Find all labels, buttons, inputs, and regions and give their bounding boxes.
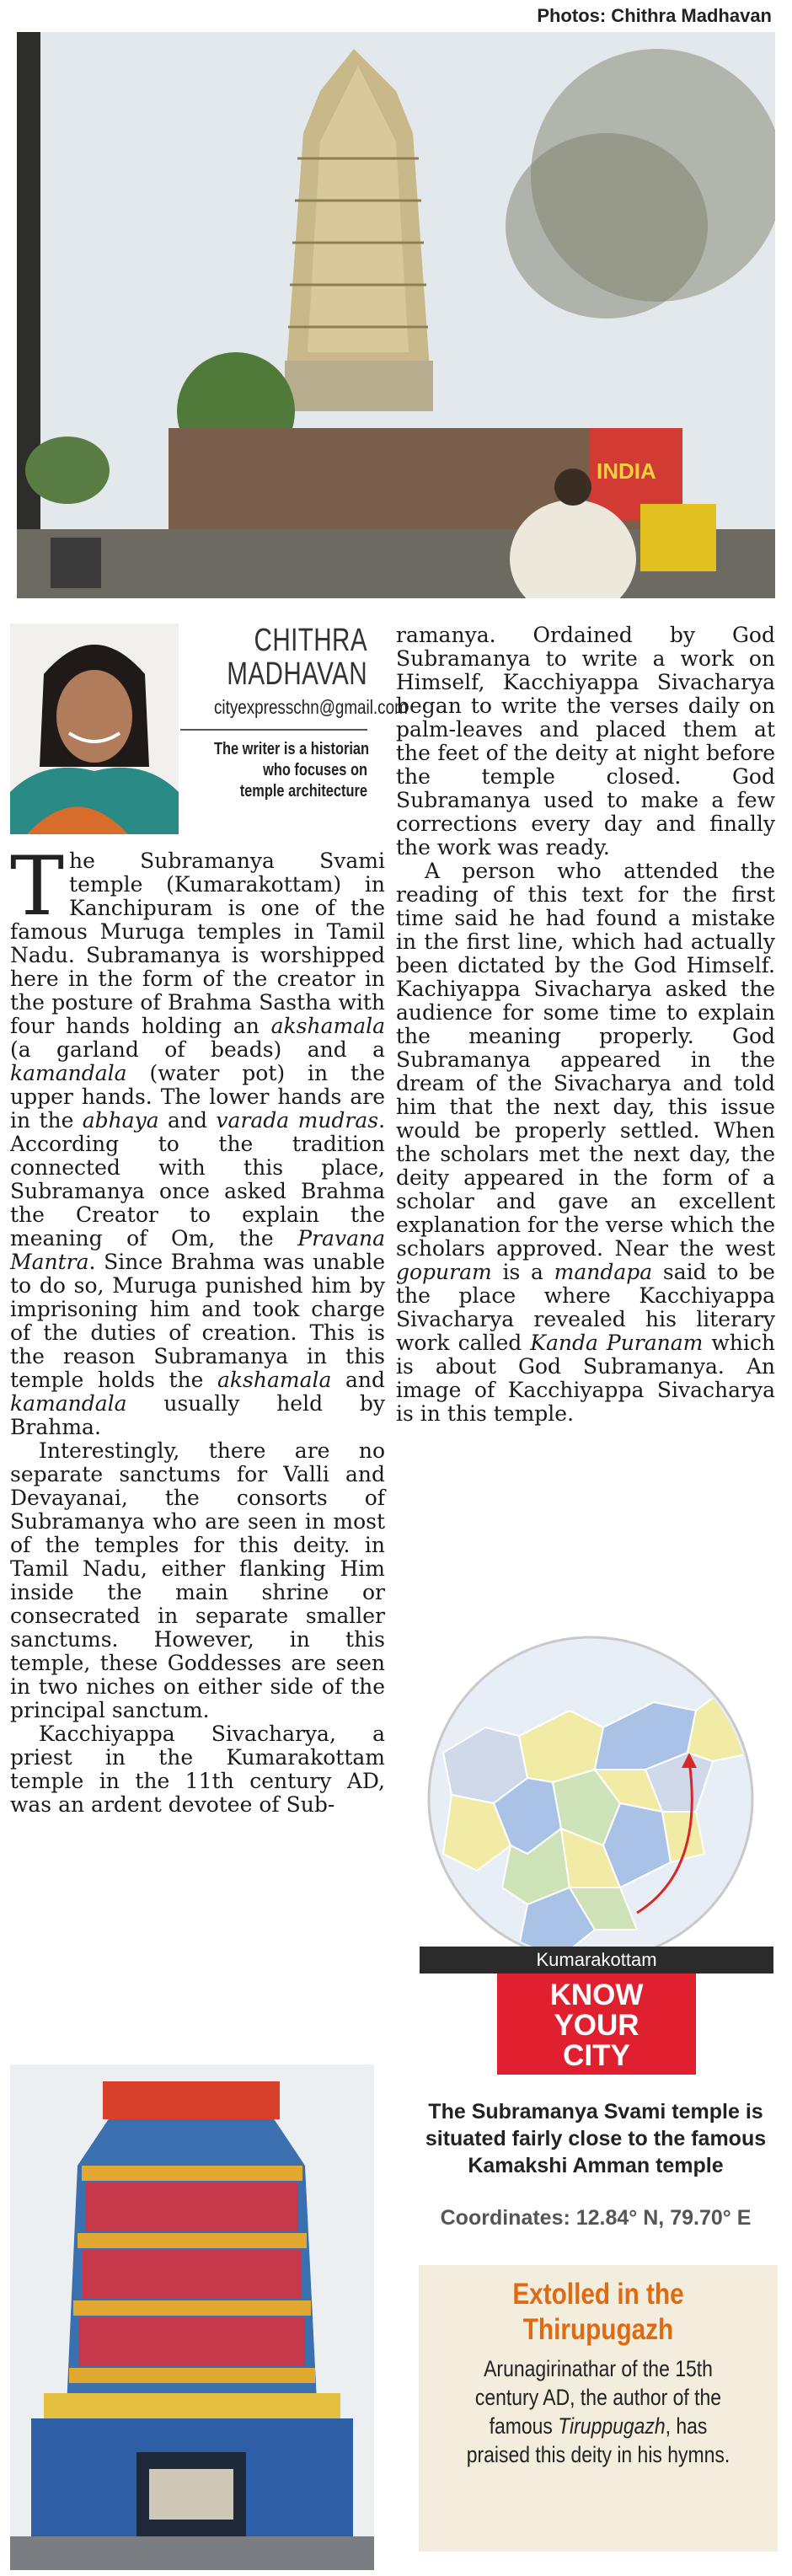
tamil-nadu-map [426,1635,755,1963]
text-run: is a [491,1260,554,1284]
italic-term: abhaya [82,1108,159,1133]
temple-tower-illustration [17,32,775,598]
article-column-1 [10,839,386,1817]
map-caption [399,2098,792,2179]
author-email[interactable]: cityexpresschn@gmail.com [213,696,408,718]
sidebar-title-line2: Thirupugazh [522,2313,674,2346]
sidebar-box [419,2265,778,2552]
author-bio-line2: who focuses on [263,761,367,779]
author-photo [10,624,179,834]
sidebar-title-line1: Extolled in the [512,2278,684,2311]
italic-term: Kanda Puranam [530,1331,704,1355]
italic-term: mandapa [554,1260,653,1284]
italic-term: kamandala [10,1391,127,1416]
kyc-line: CITY [563,2039,630,2072]
drop-cap: T [10,839,65,934]
italic-term: kamandala [10,1061,127,1085]
text-run: which is about God Subramanya. An image of Kacchiyappa Sivacharya is in this temple. [396,1331,776,1426]
gopuram-illustration [10,2065,374,2570]
italic-term: akshamala [270,1014,385,1038]
article-paragraph [10,839,386,1439]
text-run: and [331,1368,385,1392]
sidebar-body [460,2354,736,2469]
coordinates: Coordinates: 12.84° N, 79.70° E [440,2206,752,2230]
article-paragraph: ramanya. Ordained by God Subramanya to write a work on Himself, Kacchiyappa Sivacharya began to write the verses daily on palm-leaves and placed them at the feet of the deity at night before the temple closed. God Subramanya used to make a few corrections every day and finally the work was ready. [396,623,775,860]
author-bio-line3: temple architecture [239,782,367,801]
byline-divider [180,729,367,731]
text-run: and [158,1108,217,1133]
author-byline [180,623,408,802]
text-run: A person who attended the reading of this text for the first time said he had found a mistake in the first line, which had actually been dictated by the God Himself. Kachiyappa Sivacharya asked the audience for some time to explain the meaning properly. God Subramanya appeared in the dream of the Sivacharya and told him that the next day, this issue would be properly settled. When the scholars met the next day, the deity appeared in the form of a scholar and gave an excellent explanation for the verse which the scholars approved. Near the west [396,859,775,1261]
shop-sign: INDIA [597,458,656,484]
photo-credit: Photos: Chithra Madhavan [537,5,772,26]
author-name-line1: CHITHRA [254,623,367,658]
kyc-line: KNOW [549,1979,644,2011]
article-paragraph: Kacchiyappa Sivacharya, a priest in the Kumarakottam temple in the 11th century AD, was an ardent devotee of Sub- [10,1722,385,1817]
temple-tower-photo [17,32,775,598]
italic-term: gopuram [396,1260,492,1284]
article-paragraph: Interestingly, there are no separate sanctums for Valli and Devayanai, the consorts of Subramanya who are seen in most of the temples for this deity. in Tamil Nadu, either flanking Him inside the main shrine or consecrated in separate smaller sanctums. However, in this temple, these Goddesses are seen in two niches on either side of the principal sanctum. [10,1438,385,1722]
italic-term: Pravana Mantra [10,1226,385,1274]
place-label: Kumarakottam [420,1947,773,1974]
text-run: , has praised this deity in his hymns. [466,2413,730,2467]
author-portrait [10,624,179,834]
italic-term: Tiruppugazh [558,2413,666,2439]
author-name-line2: MADHAVAN [227,656,367,692]
italic-term: akshamala [217,1368,332,1392]
italic-term: varada mudras [216,1108,379,1133]
text-run: . Since Brahma was unable to do so, Muruga punished him by imprisoning him and took charge of the duties of creation. This is the reason Subramanya in this temple holds the [10,1250,385,1392]
text-run: . According to the tradition connected with this place, Subramanya once asked Brahma the Creator to explain the meaning of Om, the [10,1108,386,1251]
text-run: usually held by Brahma. [10,1391,385,1439]
text-run: (water pot) in the upper hands. The lower hands are in the [10,1061,385,1133]
kumarakottam-gopuram-photo [10,2065,374,2570]
caption-line: situated fairly close to the famous [425,2127,767,2150]
article-column-2 [396,624,775,1426]
know-your-city-badge [497,1974,696,2075]
locator-map [426,1635,755,1963]
text-run: (a garland of beads) and a [10,1037,385,1062]
text-run: Arunagirinathar of the 15th century AD, the author of the famous [474,2356,722,2439]
author-bio-line1: The writer is a historian [213,740,370,758]
text-run: said to be the place where Kacchiyappa Sivacharya revealed his literary work called [396,1260,775,1355]
text-run: he Subramanya Svami temple (Kumarakottam) in Kanchipuram is one of the famous Muruga temples in Tamil Nadu. Subramanya is worshipped here in the form of the creator in the posture of Brahma Sastha with four hands holding an [10,849,385,1038]
caption-line: Kamakshi Amman temple [468,2154,724,2177]
article-paragraph [396,860,775,1426]
caption-line: The Subramanya Svami temple is [428,2100,763,2123]
kyc-line: YOUR [554,2009,639,2042]
